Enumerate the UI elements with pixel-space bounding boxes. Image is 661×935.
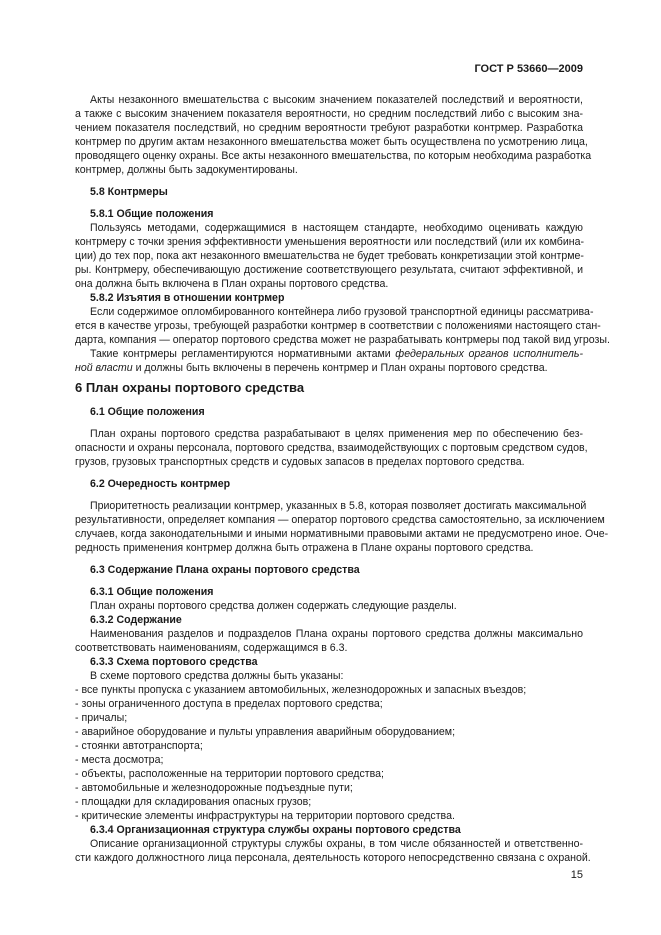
text-line: проводящего оценку охраны. Все акты незаконного вмешательства, по которым необходима разработка: [75, 150, 592, 162]
subsection-heading: 6.3.1 Общие положения: [90, 586, 214, 598]
list-item: - зоны ограниченного доступа в пределах портового средства;: [75, 698, 383, 710]
text-line: опасности и охраны персонала, портового средства, взаимодействующих с портовым средством судов,: [75, 442, 588, 454]
page-number: 15: [570, 869, 583, 881]
section-heading: 6.3 Содержание Плана охраны портового средства: [90, 564, 360, 576]
text-line: В схеме портового средства должны быть указаны:: [90, 670, 344, 682]
text-line: контрмеру с точки зрения эффективности уменьшения вероятности или последствий (или их комбина-: [75, 236, 585, 248]
subsection-heading: 5.8.2 Изъятия в отношении контрмер: [90, 292, 285, 304]
text-line: чением показателя последствий, но средним вероятности требуют разработки контрмер. Разработка: [75, 122, 583, 134]
text-line: случаев, когда законодательными и иными нормативными правовыми актами не предусмотрено иное. Оче-: [75, 528, 609, 540]
subsection-heading: 6.3.2 Содержание: [90, 614, 182, 626]
text-line: сти каждого должностного лица персонала, деятельность которого непосредственно связана с охраной.: [75, 852, 591, 864]
text-line: дарта, компания — оператор портового средства может не разрабатывать контрмеры под такой вид угрозы.: [75, 334, 610, 346]
subsection-heading: 6.3.3 Схема портового средства: [90, 656, 258, 668]
text-line: [90, 347, 583, 361]
text-line: результативности, определяет компания — оператор портового средства самостоятельно, за исключением: [75, 514, 605, 526]
text-line: контрмер по другим актам незаконного вмешательства может быть осуществлена по усмотрению лица,: [75, 136, 588, 148]
chapter-heading: 6 План охраны портового средства: [75, 380, 305, 395]
text-line: ры. Контрмеру, обеспечивающую достижение соответствующего результата, считают эффективной, и: [75, 264, 583, 276]
list-item: - места досмотра;: [75, 754, 164, 766]
text-line: План охраны портового средства должен содержать следующие разделы.: [90, 600, 457, 612]
text-span: Такие контрмеры регламентируются нормативными актами: [90, 348, 396, 360]
text-line: ется в качестве угрозы, требующей разработки контрмер в соответствии с положениями настоящего стан-: [75, 320, 601, 332]
text-line: редность применения контрмер должна быть отражена в Плане охраны портового средства.: [75, 542, 534, 554]
italic-span: ной власти: [75, 362, 133, 374]
list-item: - стоянки автотранспорта;: [75, 740, 203, 752]
list-item: - все пункты пропуска с указанием автомобильных, железнодорожных и запасных въездов;: [75, 684, 527, 696]
section-heading: 5.8 Контрмеры: [90, 186, 168, 198]
list-item: - критические элементы инфраструктуры на территории портового средства.: [75, 810, 455, 822]
subsection-heading: 6.3.4 Организационная структура службы охраны портового средства: [90, 824, 461, 836]
list-item: - аварийное оборудование и пульты управления аварийным оборудованием;: [75, 726, 456, 738]
section-heading: 6.2 Очередность контрмер: [90, 478, 231, 490]
list-item: - площадки для складирования опасных грузов;: [75, 796, 312, 808]
text-line: Если содержимое опломбированного контейнера либо грузовой транспортной единицы рассматрива-: [90, 306, 594, 318]
text-line: Приоритетность реализации контрмер, указанных в 5.8, которая позволяет достигать максимальной: [90, 500, 587, 512]
text-span: и должны быть включены в перечень контрмер и План охраны портового средства.: [132, 362, 548, 374]
text-line: Акты незаконного вмешательства с высоким значением показателей последствий и вероятности,: [90, 94, 583, 106]
text-line: а также с высоким значением показателя вероятности, но средним последствий либо с высоким зна-: [75, 108, 583, 120]
section-heading: 6.1 Общие положения: [90, 406, 205, 418]
text-line: она должна быть включена в План охраны портового средства.: [75, 278, 389, 290]
text-line: План охраны портового средства разрабатывают в целях применения мер по обеспечению без-: [90, 428, 583, 440]
subsection-heading: 5.8.1 Общие положения: [90, 208, 214, 220]
italic-span: федеральных органов исполнитель-: [395, 348, 583, 360]
text-line: контрмер, должны быть задокументированы.: [75, 164, 298, 176]
list-item: - объекты, расположенные на территории портового средства;: [75, 768, 384, 780]
text-line: соответствовать наименованиям, содержащимся в 6.3.: [75, 642, 348, 654]
text-line: Пользуясь методами, содержащимися в настоящем стандарте, необходимо оценивать каждую: [90, 222, 583, 234]
text-line: Наименования разделов и подразделов Плана охраны портового средства должны максимально: [90, 628, 583, 640]
document-header: ГОСТ Р 53660—2009: [474, 63, 583, 75]
text-line: грузов, грузовых транспортных средств и судовых запасов в пределах портового средства.: [75, 456, 525, 468]
text-line: [75, 361, 583, 375]
text-line: ции) до тех пор, пока акт незаконного вмешательства не будет требовать конкретизации этой контрме-: [75, 250, 584, 262]
text-line: Описание организационной структуры службы охраны, в том числе обязанностей и ответственно-: [90, 838, 583, 850]
list-item: - автомобильные и железнодорожные подъездные пути;: [75, 782, 353, 794]
list-item: - причалы;: [75, 712, 128, 724]
